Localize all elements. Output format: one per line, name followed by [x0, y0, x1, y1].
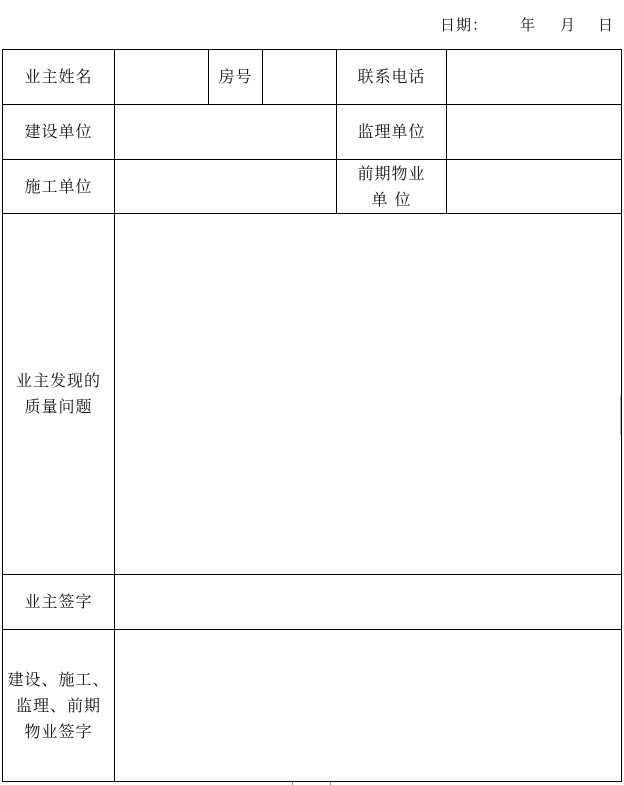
parties-signature-label-line3: 物业签字 [24, 721, 93, 741]
supervision-unit-field[interactable] [447, 105, 622, 160]
acceptance-form-table [2, 49, 622, 782]
room-no-label: 房号 [209, 50, 263, 105]
property-mgmt-field[interactable] [447, 160, 622, 214]
form-row-issues [3, 214, 622, 575]
owner-signature-label: 业主签字 [3, 575, 115, 630]
form-row-builder [3, 160, 622, 214]
form-row-parties-signature [3, 630, 622, 782]
form-row-construction [3, 105, 622, 160]
owner-name-field[interactable] [115, 50, 209, 105]
property-mgmt-label [337, 160, 447, 214]
room-no-field[interactable] [263, 50, 337, 105]
issues-label-line2: 质量问题 [24, 397, 93, 416]
property-mgmt-label-line1: 前期物业 [357, 163, 426, 183]
year-label: 年 [520, 16, 537, 34]
phone-field[interactable] [447, 50, 622, 105]
date-label: 日期： [440, 16, 489, 34]
form-row-owner-signature [3, 575, 622, 630]
issues-label [3, 214, 115, 575]
day-label: 日 [598, 16, 615, 34]
construction-unit-field[interactable] [115, 105, 337, 160]
issues-field[interactable] [115, 214, 622, 575]
builder-unit-label: 施工单位 [3, 160, 115, 214]
parties-signature-label [3, 630, 115, 782]
owner-name-label: 业主姓名 [3, 50, 115, 105]
property-mgmt-label-line2: 单 位 [371, 189, 412, 209]
owner-signature-field[interactable] [115, 575, 622, 630]
builder-unit-field[interactable] [115, 160, 337, 214]
month-label: 月 [560, 16, 577, 34]
phone-label: 联系电话 [337, 50, 447, 105]
date-line [440, 14, 615, 38]
supervision-unit-label: 监理单位 [337, 105, 447, 160]
parties-signature-label-line2: 监理、前期 [15, 695, 101, 715]
page-edge-mark [620, 395, 623, 435]
parties-signature-label-line1: 建设、施工、 [7, 669, 110, 689]
construction-unit-label: 建设单位 [3, 105, 115, 160]
form-row-owner [3, 50, 622, 105]
issues-label-line1: 业主发现的 [15, 371, 101, 390]
parties-signature-field[interactable] [115, 630, 622, 782]
